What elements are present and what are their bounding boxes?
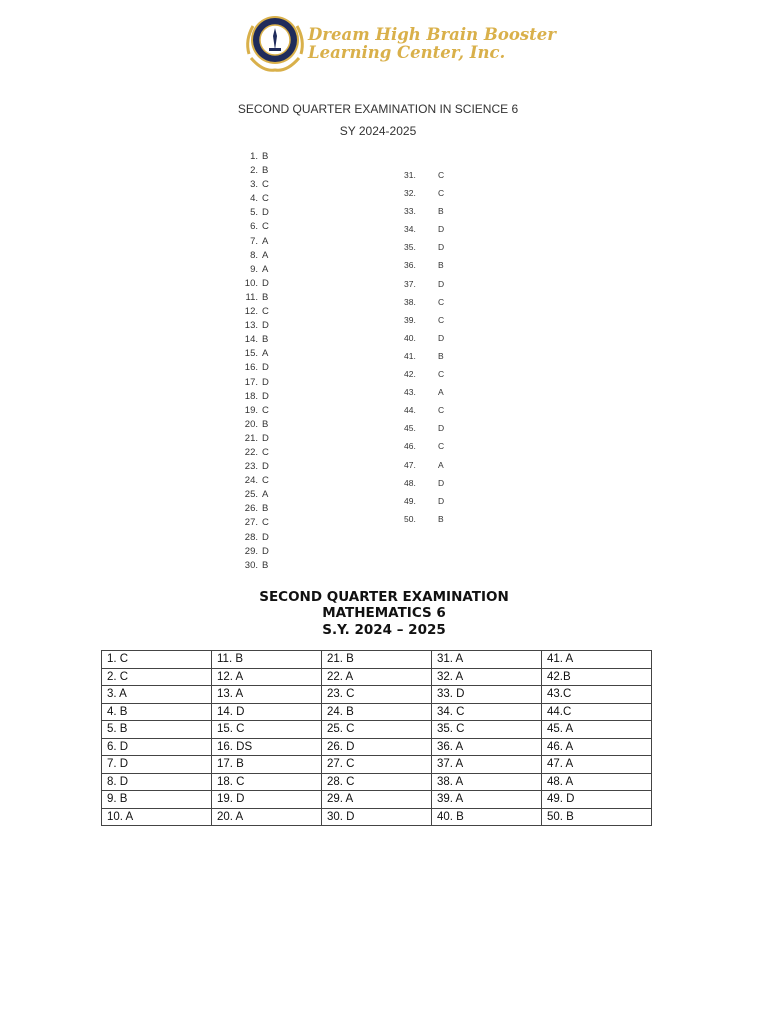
table-cell: 42.B <box>542 668 652 686</box>
item-answer: D <box>262 362 269 374</box>
answer-item <box>240 446 269 460</box>
item-number: 45. <box>404 423 416 434</box>
item-number: 32. <box>404 188 416 199</box>
answer-item <box>240 474 269 488</box>
item-number: 49. <box>404 495 416 506</box>
item-number: 44. <box>404 405 416 416</box>
item-number: 27. <box>244 517 258 529</box>
item-answer: B <box>438 206 444 217</box>
answer-item <box>240 545 269 559</box>
item-number: 11. <box>245 291 258 303</box>
item-answer: D <box>262 390 269 402</box>
table-cell: 50. B <box>542 808 652 826</box>
org-name-line1: Dream High Brain Booster <box>308 25 556 44</box>
answer-item <box>240 206 269 220</box>
table-cell: 37. A <box>432 756 542 774</box>
item-answer: D <box>262 277 269 289</box>
table-cell: 12. A <box>212 668 322 686</box>
table-cell: 3. A <box>102 686 212 704</box>
item-number: 40. <box>404 332 416 343</box>
item-answer: B <box>262 165 269 177</box>
answer-item <box>240 559 269 573</box>
table-row <box>102 668 652 686</box>
item-answer: B <box>262 559 269 571</box>
item-number: 42. <box>404 369 416 380</box>
table-cell: 15. C <box>212 721 322 739</box>
item-answer: C <box>262 306 269 318</box>
item-number: 43. <box>404 387 416 398</box>
item-number: 34. <box>404 224 416 235</box>
answer-item <box>240 291 269 305</box>
table-cell: 28. C <box>322 773 432 791</box>
table-cell: 9. B <box>102 791 212 809</box>
item-answer: C <box>438 441 445 452</box>
item-answer: C <box>262 179 269 191</box>
answer-item <box>404 456 444 474</box>
answer-item <box>240 319 269 333</box>
item-answer: A <box>438 387 444 398</box>
table-cell: 31. A <box>432 651 542 669</box>
table-cell: 18. C <box>212 773 322 791</box>
item-answer: A <box>262 348 269 360</box>
table-row <box>102 791 652 809</box>
item-answer: B <box>438 260 444 271</box>
table-cell: 11. B <box>212 651 322 669</box>
table-cell: 48. A <box>542 773 652 791</box>
item-number: 25. <box>244 489 258 501</box>
answer-item <box>404 311 444 329</box>
item-number: 19. <box>244 404 258 416</box>
answer-item <box>240 488 269 502</box>
answer-item <box>404 383 444 401</box>
item-answer: C <box>438 314 445 325</box>
item-answer: C <box>262 193 269 205</box>
science-school-year: SY 2024-2025 <box>339 124 417 138</box>
table-cell: 24. B <box>322 703 432 721</box>
item-answer: A <box>262 235 269 247</box>
table-cell: 21. B <box>322 651 432 669</box>
item-number: 28. <box>244 531 258 543</box>
answer-item <box>240 531 269 545</box>
table-cell: 25. C <box>322 721 432 739</box>
item-number: 36. <box>404 260 416 271</box>
item-answer: A <box>262 489 269 501</box>
item-number: 10. <box>244 277 258 289</box>
table-cell: 36. A <box>432 738 542 756</box>
table-row <box>102 651 652 669</box>
answer-item <box>404 238 444 256</box>
table-cell: 44.C <box>542 703 652 721</box>
org-name <box>308 26 556 62</box>
answer-item <box>240 249 269 263</box>
science-exam-title: SECOND QUARTER EXAMINATION IN SCIENCE 6 <box>237 102 519 116</box>
item-answer: D <box>438 423 445 434</box>
item-answer: D <box>438 477 445 488</box>
item-answer: B <box>262 291 269 303</box>
table-cell: 49. D <box>542 791 652 809</box>
answer-item <box>240 376 269 390</box>
item-number: 31. <box>404 170 416 180</box>
answer-item <box>240 192 269 206</box>
table-cell: 23. C <box>322 686 432 704</box>
table-cell: 6. D <box>102 738 212 756</box>
science-answers-left <box>240 150 269 573</box>
item-number: 35. <box>404 242 416 253</box>
item-number: 4. <box>250 193 258 205</box>
item-number: 23. <box>244 461 258 473</box>
math-subject: MATHEMATICS 6 <box>322 605 446 621</box>
answer-item <box>240 277 269 291</box>
item-number: 38. <box>404 296 416 307</box>
table-cell: 17. B <box>212 756 322 774</box>
item-number: 39. <box>404 314 416 325</box>
answer-item <box>240 347 269 361</box>
item-answer: D <box>438 242 445 253</box>
answer-item <box>240 502 269 516</box>
table-cell: 30. D <box>322 808 432 826</box>
item-answer: C <box>262 404 269 416</box>
answer-item <box>404 401 444 419</box>
science-answers-right <box>404 166 444 528</box>
item-answer: A <box>438 459 444 470</box>
table-row <box>102 721 652 739</box>
item-number: 3. <box>250 179 258 191</box>
answer-item <box>240 220 269 234</box>
table-cell: 19. D <box>212 791 322 809</box>
table-cell: 35. C <box>432 721 542 739</box>
answer-item <box>240 390 269 404</box>
answer-item <box>404 166 444 184</box>
table-cell: 10. A <box>102 808 212 826</box>
item-answer: C <box>438 369 445 380</box>
item-number: 29. <box>244 545 258 557</box>
item-answer: C <box>262 475 269 487</box>
item-number: 47. <box>404 459 416 470</box>
answer-item <box>240 361 269 375</box>
table-cell: 45. A <box>542 721 652 739</box>
table-cell: 2. C <box>102 668 212 686</box>
table-cell: 8. D <box>102 773 212 791</box>
answer-item <box>404 293 444 311</box>
answer-item <box>240 235 269 249</box>
table-cell: 40. B <box>432 808 542 826</box>
item-answer: D <box>262 531 269 543</box>
answer-item <box>240 305 269 319</box>
item-answer: D <box>438 224 445 235</box>
answer-item <box>404 492 444 510</box>
table-cell: 16. DS <box>212 738 322 756</box>
item-number: 8. <box>250 249 258 261</box>
answer-item <box>404 275 444 293</box>
item-answer: D <box>438 278 445 289</box>
answer-item <box>240 150 269 164</box>
answer-item <box>240 404 269 418</box>
item-answer: B <box>262 503 269 515</box>
item-answer: D <box>262 461 269 473</box>
item-answer: B <box>438 350 444 361</box>
item-number: 6. <box>250 221 258 233</box>
item-number: 2. <box>250 165 258 177</box>
item-number: 33. <box>404 206 416 217</box>
table-cell: 39. A <box>432 791 542 809</box>
item-answer: B <box>262 418 269 430</box>
org-logo <box>243 10 556 80</box>
table-cell: 13. A <box>212 686 322 704</box>
item-number: 48. <box>404 477 416 488</box>
table-cell: 46. A <box>542 738 652 756</box>
answer-item <box>404 365 444 383</box>
item-answer: C <box>438 170 445 180</box>
item-answer: A <box>262 249 269 261</box>
item-number: 46. <box>404 441 416 452</box>
table-cell: 33. D <box>432 686 542 704</box>
table-cell: 20. A <box>212 808 322 826</box>
item-answer: C <box>438 296 445 307</box>
item-number: 1. <box>250 151 258 162</box>
table-cell: 47. A <box>542 756 652 774</box>
item-answer: C <box>438 188 445 199</box>
table-row <box>102 686 652 704</box>
item-number: 50. <box>404 513 416 524</box>
item-number: 37. <box>404 278 416 289</box>
item-number: 18. <box>244 390 258 402</box>
table-cell: 27. C <box>322 756 432 774</box>
math-school-year: S.Y. 2024 – 2025 <box>322 622 446 638</box>
table-row <box>102 773 652 791</box>
answer-item <box>404 220 444 238</box>
table-row <box>102 808 652 826</box>
answer-item <box>240 460 269 474</box>
answer-item <box>404 202 444 220</box>
item-answer: C <box>262 517 269 529</box>
table-cell: 4. B <box>102 703 212 721</box>
item-answer: C <box>438 405 445 416</box>
table-cell: 34. C <box>432 703 542 721</box>
answer-item <box>240 164 269 178</box>
table-cell: 41. A <box>542 651 652 669</box>
table-cell: 43.C <box>542 686 652 704</box>
answer-item <box>404 329 444 347</box>
answer-item <box>240 516 269 530</box>
item-number: 24. <box>244 475 258 487</box>
item-number: 21. <box>244 432 258 444</box>
item-number: 22. <box>244 446 258 458</box>
table-cell: 38. A <box>432 773 542 791</box>
item-answer: B <box>262 334 269 346</box>
item-number: 9. <box>250 263 258 275</box>
item-number: 15. <box>244 348 258 360</box>
item-number: 7. <box>250 235 258 247</box>
item-answer: D <box>262 432 269 444</box>
item-answer: D <box>262 207 269 219</box>
answer-item <box>240 263 269 277</box>
answer-item <box>240 333 269 347</box>
item-number: 16. <box>244 362 258 374</box>
table-row <box>102 703 652 721</box>
table-cell: 22. A <box>322 668 432 686</box>
item-answer: B <box>438 513 444 524</box>
item-number: 41. <box>404 350 416 361</box>
item-number: 12. <box>244 306 258 318</box>
table-cell: 5. B <box>102 721 212 739</box>
answer-item <box>240 432 269 446</box>
answer-item <box>404 437 444 455</box>
answer-item <box>404 510 444 528</box>
item-answer: A <box>262 263 269 275</box>
item-number: 14. <box>244 334 258 346</box>
answer-item <box>404 419 444 437</box>
table-row <box>102 738 652 756</box>
item-answer: D <box>438 495 445 506</box>
item-answer: C <box>262 221 269 233</box>
item-answer: D <box>262 545 269 557</box>
seal-icon <box>243 10 307 74</box>
item-number: 26. <box>244 503 258 515</box>
table-cell: 26. D <box>322 738 432 756</box>
item-answer: D <box>438 332 445 343</box>
item-answer: B <box>262 151 269 162</box>
item-number: 20. <box>244 418 258 430</box>
answer-item <box>404 474 444 492</box>
org-name-line2: Learning Center, Inc. <box>308 43 506 62</box>
table-cell: 32. A <box>432 668 542 686</box>
item-number: 17. <box>244 376 258 388</box>
answer-item <box>404 347 444 365</box>
table-cell: 14. D <box>212 703 322 721</box>
answer-item <box>240 178 269 192</box>
answer-item <box>240 418 269 432</box>
math-answer-table <box>101 650 652 826</box>
item-number: 30. <box>244 559 258 571</box>
table-row <box>102 756 652 774</box>
table-cell: 29. A <box>322 791 432 809</box>
answer-item <box>404 256 444 274</box>
item-answer: D <box>262 376 269 388</box>
item-number: 13. <box>244 320 258 332</box>
table-cell: 7. D <box>102 756 212 774</box>
item-answer: D <box>262 320 269 332</box>
table-cell: 1. C <box>102 651 212 669</box>
answer-item <box>404 184 444 202</box>
item-answer: C <box>262 446 269 458</box>
item-number: 5. <box>250 207 258 219</box>
math-exam-title: SECOND QUARTER EXAMINATION <box>259 589 509 605</box>
